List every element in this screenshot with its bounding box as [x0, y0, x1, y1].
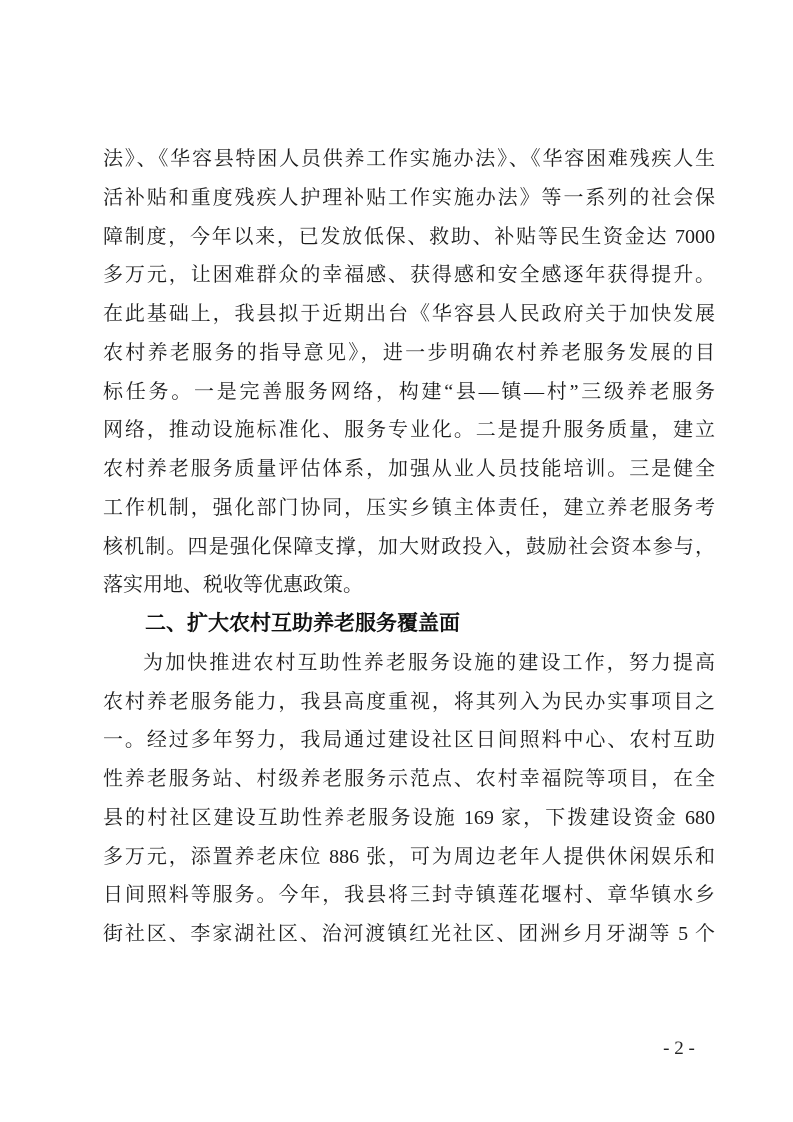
- text-line: 一。经过多年努力，我局通过建设社区日间照料中心、农村互助: [103, 729, 715, 752]
- text-line: 为加快推进农村互助性养老服务设施的建设工作，努力提高: [143, 651, 715, 674]
- text-line: 核机制。四是强化保障支撑，加大财政投入，鼓励社会资本参与，: [103, 535, 715, 558]
- text-line: 网络，推动设施标准化、服务专业化。二是提升服务质量，建立: [103, 419, 715, 442]
- text-line: 多万元，添置养老床位 886 张，可为周边老年人提供休闲娱乐和: [103, 845, 715, 868]
- text-line: 法》、《华容县特困人员供养工作实施办法》、《华容困难残疾人生: [103, 148, 715, 170]
- text-line: 标任务。一是完善服务网络，构建“县—镇—村”三级养老服务: [103, 380, 715, 403]
- text-line: 障制度，今年以来，已发放低保、救助、补贴等民生资金达 7000: [103, 225, 715, 248]
- text-line: 日间照料等服务。今年，我县将三封寺镇莲花堰村、章华镇水乡: [103, 884, 715, 907]
- text-line: 在此基础上，我县拟于近期出台《华容县人民政府关于加快发展: [103, 303, 715, 325]
- text-line: 活补贴和重度残疾人护理补贴工作实施办法》等一系列的社会保: [103, 186, 715, 209]
- text-line: 街社区、李家湖社区、治河渡镇红光社区、团洲乡月牙湖等 5 个: [103, 923, 715, 945]
- text-line: 落实用地、税收等优惠政策。: [103, 574, 363, 597]
- document-body: [103, 140, 715, 954]
- page-number: - 2 -: [663, 1038, 695, 1059]
- text-line: 性养老服务站、村级养老服务示范点、农村幸福院等项目，在全: [103, 768, 715, 790]
- text-line: 农村养老服务质量评估体系，加强从业人员技能培训。三是健全: [103, 458, 715, 480]
- text-line: 工作机制，强化部门协同，压实乡镇主体责任，建立养老服务考: [103, 496, 715, 519]
- text-line: 县的村社区建设互助性养老服务设施 169 家，下拨建设资金 680: [103, 806, 715, 829]
- text-line: 农村养老服务的指导意见》，进一步明确农村养老服务发展的目: [103, 341, 715, 364]
- text-line: 农村养老服务能力，我县高度重视，将其列入为民办实事项目之: [103, 690, 715, 713]
- text-line: 多万元，让困难群众的幸福感、获得感和安全感逐年获得提升。: [103, 264, 715, 287]
- section-heading: 二、扩大农村互助养老服务覆盖面: [145, 612, 460, 635]
